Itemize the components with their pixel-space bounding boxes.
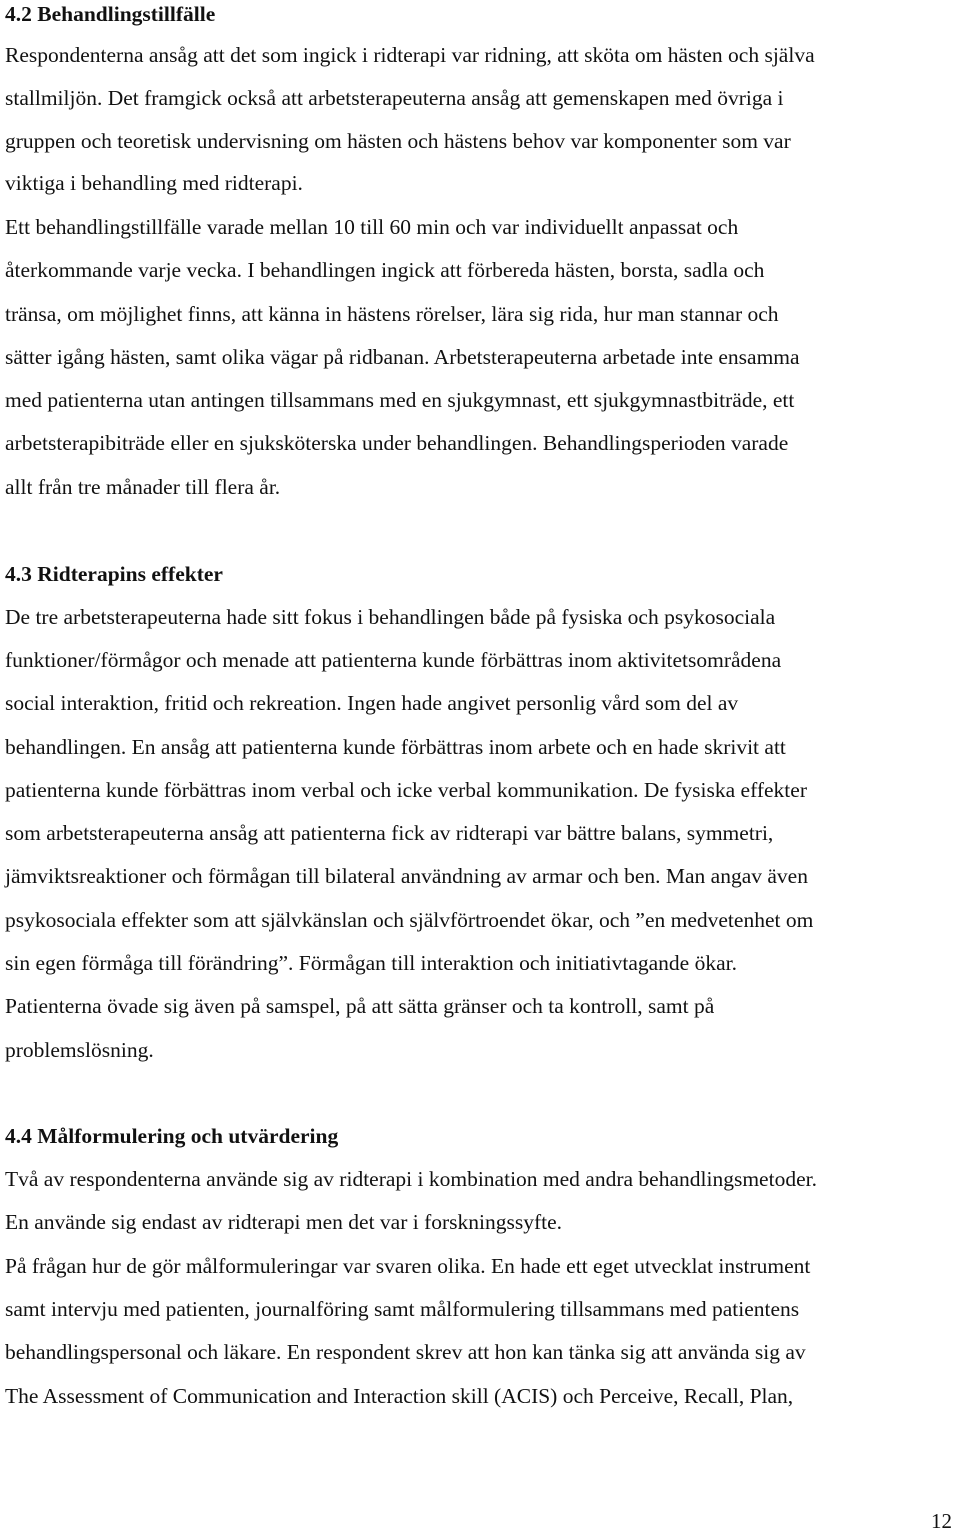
section-heading-4-2: 4.2 Behandlingstillfälle [5, 2, 216, 26]
paragraph-line: viktiga i behandling med ridterapi. [5, 171, 303, 195]
paragraph-line: social interaktion, fritid och rekreation. Ingen hade angivet personlig vård som del av [5, 691, 739, 715]
paragraph-line: Patienterna övade sig även på samspel, på att sätta gränser och ta kontroll, samt på [5, 994, 715, 1018]
paragraph-line: behandlingen. En ansåg att patienterna kunde förbättras inom arbete och en hade skrivit att [5, 735, 786, 759]
paragraph-line: jämviktsreaktioner och förmågan till bilateral användning av armar och ben. Man angav även [5, 864, 808, 888]
page-number: 12 [931, 1509, 952, 1533]
paragraph-line: De tre arbetsterapeuterna hade sitt fokus i behandlingen både på fysiska och psykosociala [5, 605, 776, 629]
paragraph-line: sätter igång hästen, samt olika vägar på ridbanan. Arbetsterapeuterna arbetade inte ensamma [5, 345, 800, 369]
paragraph-line: gruppen och teoretisk undervisning om hästen och hästens behov var komponenter som var [5, 129, 791, 153]
paragraph-line: psykosociala effekter som att självkänslan och självförtroendet ökar, och ”en medvetenhet om [5, 908, 814, 932]
paragraph-line: behandlingspersonal och läkare. En respondent skrev att hon kan tänka sig att använda sig av [5, 1340, 806, 1364]
paragraph-line: funktioner/förmågor och menade att patienterna kunde förbättras inom aktivitetsområdena [5, 648, 782, 672]
paragraph-line: patienterna kunde förbättras inom verbal och icke verbal kommunikation. De fysiska effekter [5, 778, 807, 802]
paragraph-line: samt intervju med patienten, journalföring samt målformulering tillsammans med patientens [5, 1297, 800, 1321]
paragraph-line: återkommande varje vecka. I behandlingen ingick att förbereda hästen, borsta, sadla och [5, 258, 765, 282]
paragraph-line: problemslösning. [5, 1038, 154, 1062]
paragraph-line: Två av respondenterna använde sig av ridterapi i kombination med andra behandlingsmetoder. [5, 1167, 817, 1191]
paragraph-line: som arbetsterapeuterna ansåg att patienterna fick av ridterapi var bättre balans, symmetri, [5, 821, 774, 845]
paragraph-line: allt från tre månader till flera år. [5, 475, 281, 499]
section-heading-4-4: 4.4 Målformulering och utvärdering [5, 1124, 339, 1148]
section-heading-4-3: 4.3 Ridterapins effekter [5, 562, 223, 586]
paragraph-line: arbetsterapibiträde eller en sjuksköterska under behandlingen. Behandlingsperioden varade [5, 431, 789, 455]
paragraph-line: The Assessment of Communication and Interaction skill (ACIS) och Perceive, Recall, Plan, [5, 1384, 794, 1408]
paragraph-line: sin egen förmåga till förändring”. Förmågan till interaktion och initiativtagande ökar. [5, 951, 737, 975]
paragraph-line: med patienterna utan antingen tillsammans med en sjukgymnast, ett sjukgymnastbiträde, ett [5, 388, 795, 412]
paragraph-line: På frågan hur de gör målformuleringar var svaren olika. En hade ett eget utvecklat instrument [5, 1254, 811, 1278]
paragraph-line: En använde sig endast av ridterapi men det var i forskningssyfte. [5, 1210, 563, 1234]
paragraph-line: Ett behandlingstillfälle varade mellan 10 till 60 min och var individuellt anpassat och [5, 215, 739, 239]
paragraph-line: Respondenterna ansåg att det som ingick i ridterapi var ridning, att sköta om hästen och själva [5, 43, 815, 67]
paragraph-line: tränsa, om möjlighet finns, att känna in hästens rörelser, lära sig rida, hur man stannar och [5, 302, 779, 326]
paragraph-line: stallmiljön. Det framgick också att arbetsterapeuterna ansåg att gemenskapen med övriga i [5, 86, 784, 110]
